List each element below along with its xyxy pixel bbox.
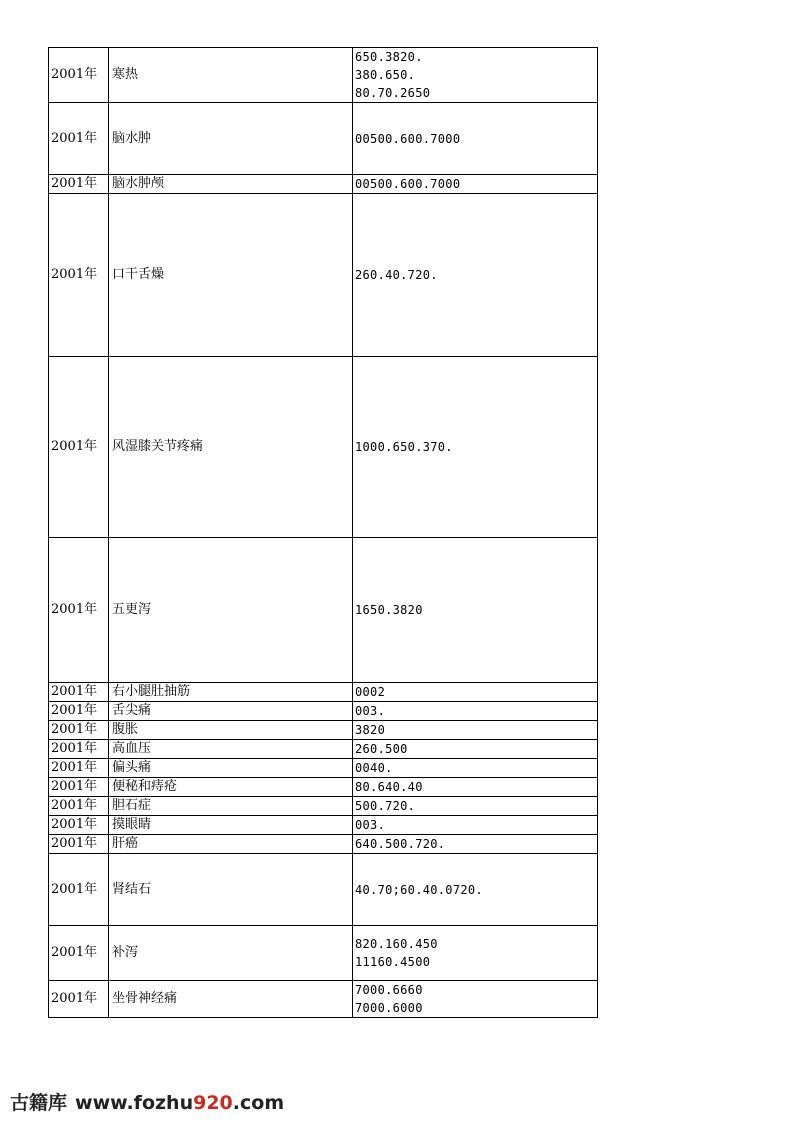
year-cell: 2001年 [49,103,109,175]
year-cell: 2001年 [49,816,109,835]
code-line: 1000.650.370. [355,440,453,454]
year-cell: 2001年 [49,778,109,797]
code-line: 7000.6660 [355,983,423,997]
symptom-name-cell: 高血压 [109,740,353,759]
table-row [49,797,598,816]
symptom-name-cell: 寒热 [109,48,353,103]
watermark-url-suffix: .com [232,1092,285,1114]
year-cell: 2001年 [49,538,109,683]
code-cell [353,702,598,721]
code-line: 820.160.450 [355,937,438,951]
year-cell: 2001年 [49,926,109,981]
code-line: 80.70.2650 [355,86,431,100]
code-line: 260.500 [355,742,408,756]
code-line: 80.640.40 [355,780,423,794]
year-cell: 2001年 [49,194,109,357]
code-cell [353,538,598,683]
symptom-name-cell: 便秘和痔疮 [109,778,353,797]
symptom-name-cell: 腹胀 [109,721,353,740]
year-cell: 2001年 [49,175,109,194]
year-cell: 2001年 [49,683,109,702]
code-cell [353,854,598,926]
symptom-name-cell: 胆石症 [109,797,353,816]
year-cell: 2001年 [49,740,109,759]
table-row [49,683,598,702]
year-cell: 2001年 [49,835,109,854]
code-cell [353,740,598,759]
code-cell [353,759,598,778]
code-line: 0040. [355,761,393,775]
watermark-site-name: 古籍库 [10,1092,68,1114]
symptom-name-cell: 五更泻 [109,538,353,683]
year-cell: 2001年 [49,702,109,721]
symptom-name-cell: 肾结石 [109,854,353,926]
table-row [49,357,598,538]
table-row [49,721,598,740]
code-line: 003. [355,704,386,718]
year-cell: 2001年 [49,981,109,1018]
code-line: 40.70;60.40.0720. [355,882,483,897]
code-cell [353,683,598,702]
code-line: 003. [355,818,386,832]
table-row [49,854,598,926]
symptom-code-table [48,47,598,1018]
code-line: 650.3820. [355,50,423,64]
code-line: 11160.4500 [355,955,431,969]
code-line: 1650.3820 [355,603,423,617]
code-line: 640.500.720. [355,837,446,851]
code-line: 0002 [355,685,386,699]
code-line: 00500.600.7000 [355,131,461,146]
code-cell [353,721,598,740]
symptom-name-cell: 坐骨神经痛 [109,981,353,1018]
symptom-name-cell: 肝癌 [109,835,353,854]
code-line: 00500.600.7000 [355,177,461,191]
code-cell [353,797,598,816]
table-row [49,702,598,721]
table-row [49,981,598,1018]
code-cell [353,48,598,103]
table-row [49,103,598,175]
code-cell [353,926,598,981]
code-cell [353,175,598,194]
year-cell: 2001年 [49,721,109,740]
symptom-name-cell: 脑水肿颅 [109,175,353,194]
year-cell: 2001年 [49,357,109,538]
code-cell [353,835,598,854]
year-cell: 2001年 [49,759,109,778]
site-watermark [10,1088,284,1112]
symptom-name-cell: 脑水肿 [109,103,353,175]
symptom-name-cell: 补泻 [109,926,353,981]
table-row [49,835,598,854]
code-cell [353,103,598,175]
code-line: 3820 [355,723,386,737]
year-cell: 2001年 [49,48,109,103]
table-row [49,740,598,759]
table-row [49,816,598,835]
symptom-name-cell: 右小腿肚抽筋 [109,683,353,702]
code-line: 7000.6000 [355,1001,423,1015]
year-cell: 2001年 [49,854,109,926]
table-row [49,778,598,797]
code-cell [353,981,598,1018]
code-line: 380.650. [355,68,416,82]
code-line: 260.40.720. [355,268,438,282]
code-cell [353,816,598,835]
symptom-name-cell: 摸眼睛 [109,816,353,835]
table-row [49,538,598,683]
year-cell: 2001年 [49,797,109,816]
code-cell [353,194,598,357]
code-cell [353,357,598,538]
table-row [49,926,598,981]
table-row [49,759,598,778]
code-cell [353,778,598,797]
symptom-name-cell: 舌尖痛 [109,702,353,721]
table-row [49,48,598,103]
table-body [49,48,598,1018]
watermark-url-number: 920 [193,1092,233,1114]
symptom-name-cell: 偏头痛 [109,759,353,778]
code-line: 500.720. [355,799,416,813]
table-row [49,175,598,194]
symptom-name-cell: 口干舌燥 [109,194,353,357]
watermark-url-prefix: www.fozhu [75,1092,194,1114]
watermark-url [75,1092,284,1114]
table-row [49,194,598,357]
symptom-name-cell: 风湿膝关节疼痛 [109,357,353,538]
